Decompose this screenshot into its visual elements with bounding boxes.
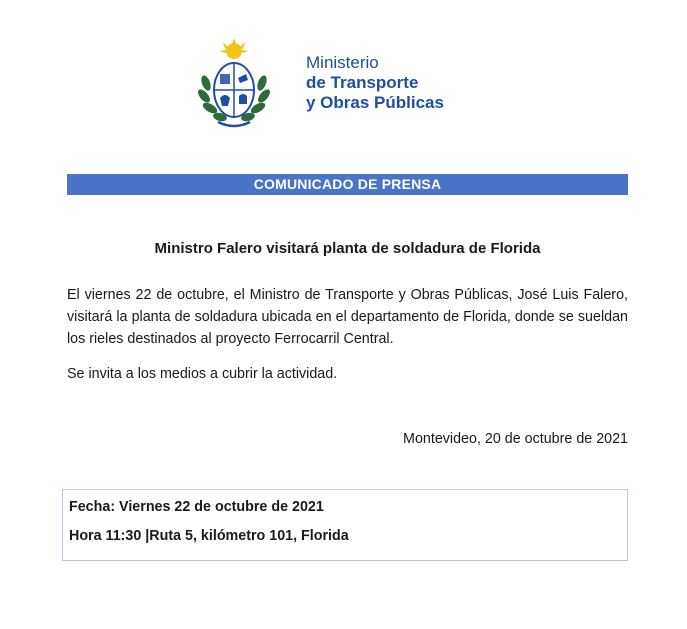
event-info-box xyxy=(62,489,628,561)
press-release-banner: COMUNICADO DE PRENSA xyxy=(67,174,628,195)
event-date: Fecha: Viernes 22 de octubre de 2021 xyxy=(69,499,324,515)
ministry-name-line2: de Transporte xyxy=(306,73,419,92)
place-and-date: Montevideo, 20 de octubre de 2021 xyxy=(403,431,628,447)
ministry-logo xyxy=(196,38,476,130)
body-paragraph: El viernes 22 de octubre, el Ministro de Transporte y Obras Públicas, José Luis Falero, visitará la planta de soldadura ubicada en el departamento de Florida, donde se sueldan los rieles destinados al proyecto Ferrocarril Central. xyxy=(67,287,628,347)
ministry-name-line1: Ministerio xyxy=(306,53,379,72)
invite-paragraph: Se invita a los medios a cubrir la actividad. xyxy=(67,366,338,382)
event-time-location: Hora 11:30 |Ruta 5, kilómetro 101, Florida xyxy=(69,528,349,544)
ministry-name xyxy=(306,53,444,113)
uruguay-coat-of-arms-icon xyxy=(196,38,272,128)
headline: Ministro Falero visitará planta de soldadura de Florida xyxy=(154,240,541,257)
ministry-name-line3: y Obras Públicas xyxy=(306,93,444,112)
